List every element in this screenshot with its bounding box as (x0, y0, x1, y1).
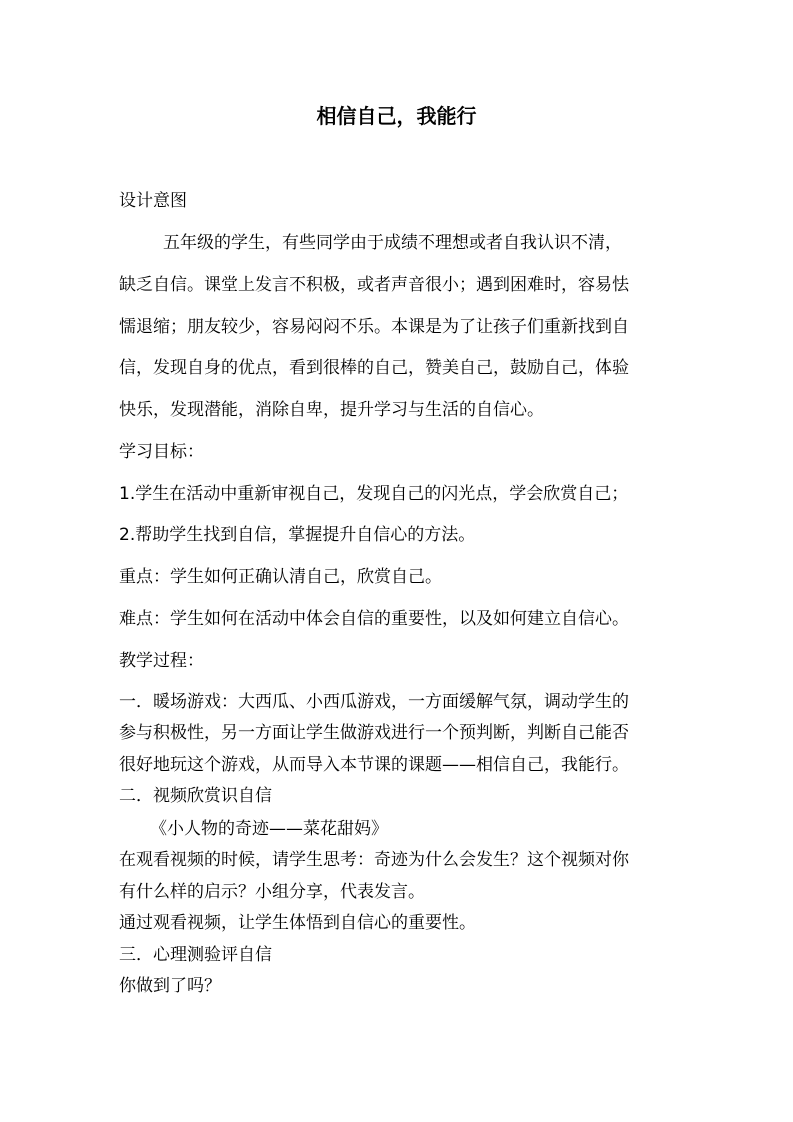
section-heading-learning-goals: 学习目标： (119, 442, 204, 462)
goal-item: 1.学生在活动中重新审视自己，发现自己的闪光点，学会欣赏自己； (119, 484, 629, 504)
section-heading-design-intent: 设计意图 (119, 191, 187, 211)
paragraph-line: 五年级的学生，有些同学由于成绩不理想或者自我认识不清， (163, 233, 622, 253)
process-step-line: 你做到了吗？ (119, 976, 221, 996)
process-step-heading: 三．心理测验评自信 (119, 945, 272, 965)
process-step-line: 在观看视频的时候，请学生思考：奇迹为什么会发生？这个视频对你 (119, 850, 629, 870)
video-title: 《小人物的奇迹——菜花甜妈》 (150, 819, 388, 839)
difficult-point: 难点：学生如何在活动中体会自信的重要性，以及如何建立自信心。 (119, 609, 629, 629)
paragraph-line: 缺乏自信。课堂上发言不积极，或者声音很小；遇到困难时，容易怯 (119, 275, 629, 295)
key-point: 重点：学生如何正确认清自己，欣赏自己。 (119, 567, 442, 587)
process-step-line: 有什么样的启示？小组分享，代表发言。 (119, 882, 425, 902)
section-heading-teaching-process: 教学过程： (119, 651, 204, 671)
paragraph-line: 信，发现自身的优点，看到很棒的自己，赞美自己，鼓励自己，体验 (119, 358, 629, 378)
document-title: 相信自己，我能行 (316, 104, 477, 128)
process-step-line: 参与积极性，另一方面让学生做游戏进行一个预判断，判断自己能否 (119, 723, 629, 743)
paragraph-line: 懦退缩；朋友较少，容易闷闷不乐。本课是为了让孩子们重新找到自 (119, 317, 629, 337)
paragraph-line: 快乐，发现潜能，消除自卑，提升学习与生活的自信心。 (119, 400, 544, 420)
process-step-line: 一．暖场游戏：大西瓜、小西瓜游戏，一方面缓解气氛，调动学生的 (119, 692, 629, 712)
process-step-line: 很好地玩这个游戏，从而导入本节课的课题——相信自己，我能行。 (119, 755, 629, 775)
process-step-line: 通过观看视频，让学生体悟到自信心的重要性。 (119, 913, 476, 933)
process-step-heading: 二．视频欣赏识自信 (119, 786, 272, 806)
goal-item: 2.帮助学生找到自信，掌握提升自信心的方法。 (119, 525, 476, 545)
